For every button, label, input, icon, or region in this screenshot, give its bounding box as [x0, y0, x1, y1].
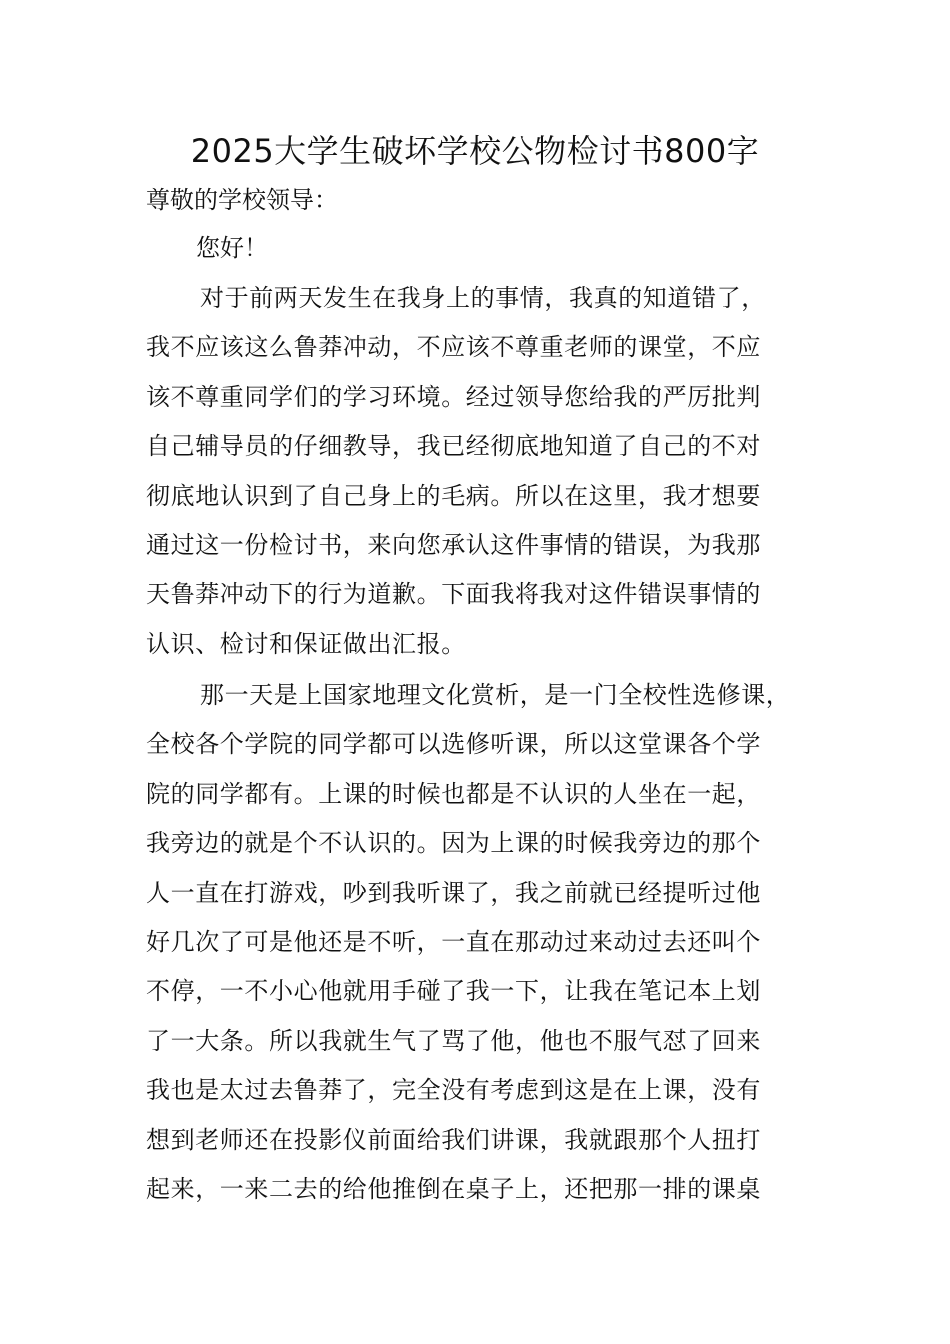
- paragraph-line: 起来，一来二去的给他推倒在桌子上，还把那一排的课桌: [146, 1174, 761, 1203]
- paragraph-line: 全校各个学院的同学都可以选修听课，所以这堂课各个学: [146, 730, 761, 759]
- document-title: 2025大学生破坏学校公物检讨书800字: [190, 132, 760, 170]
- paragraph-line: 人一直在打游戏，吵到我听课了，我之前就已经提听过他: [146, 878, 761, 907]
- paragraph-line: 通过这一份检讨书，来向您承认这件事情的错误，为我那: [146, 530, 761, 559]
- paragraph-line: 那一天是上国家地理文化赏析，是一门全校性选修课，: [200, 681, 791, 709]
- paragraph-line: 想到老师还在投影仪前面给我们讲课，我就跟那个人扭打: [146, 1125, 761, 1154]
- paragraph-line: 天鲁莽冲动下的行为道歉。下面我将我对这件错误事情的: [146, 580, 761, 609]
- paragraph-line: 了一大条。所以我就生气了骂了他，他也不服气怼了回来: [146, 1026, 761, 1055]
- paragraph-line: 我不应该这么鲁莽冲动，不应该不尊重老师的课堂，不应: [146, 333, 761, 362]
- paragraph-line: 不停，一不小心他就用手碰了我一下，让我在笔记本上划: [146, 977, 761, 1006]
- paragraph-line: 彻底地认识到了自己身上的毛病。所以在这里，我才想要: [146, 481, 761, 510]
- paragraph-line: 认识、检讨和保证做出汇报。: [146, 629, 466, 658]
- paragraph-1: [146, 278, 826, 673]
- paragraph-line: 我也是太过去鲁莽了，完全没有考虑到这是在上课，没有: [146, 1076, 761, 1105]
- paragraph-line: 我旁边的就是个不认识的。因为上课的时候我旁边的那个: [146, 829, 761, 858]
- salutation: 尊敬的学校领导：: [146, 186, 338, 214]
- paragraph-line: 自己辅导员的仔细教导，我已经彻底地知道了自己的不对: [146, 432, 761, 461]
- paragraph-line: 该不尊重同学们的学习环境。经过领导您给我的严厉批判: [146, 382, 761, 411]
- paragraph-2: [146, 675, 826, 1218]
- paragraph-line: 对于前两天发生在我身上的事情，我真的知道错了，: [200, 284, 766, 312]
- greeting: 您好！: [196, 234, 268, 262]
- paragraph-line: 好几次了可是他还是不听，一直在那动过来动过去还叫个: [146, 927, 761, 956]
- paragraph-line: 院的同学都有。上课的时候也都是不认识的人坐在一起，: [146, 779, 761, 808]
